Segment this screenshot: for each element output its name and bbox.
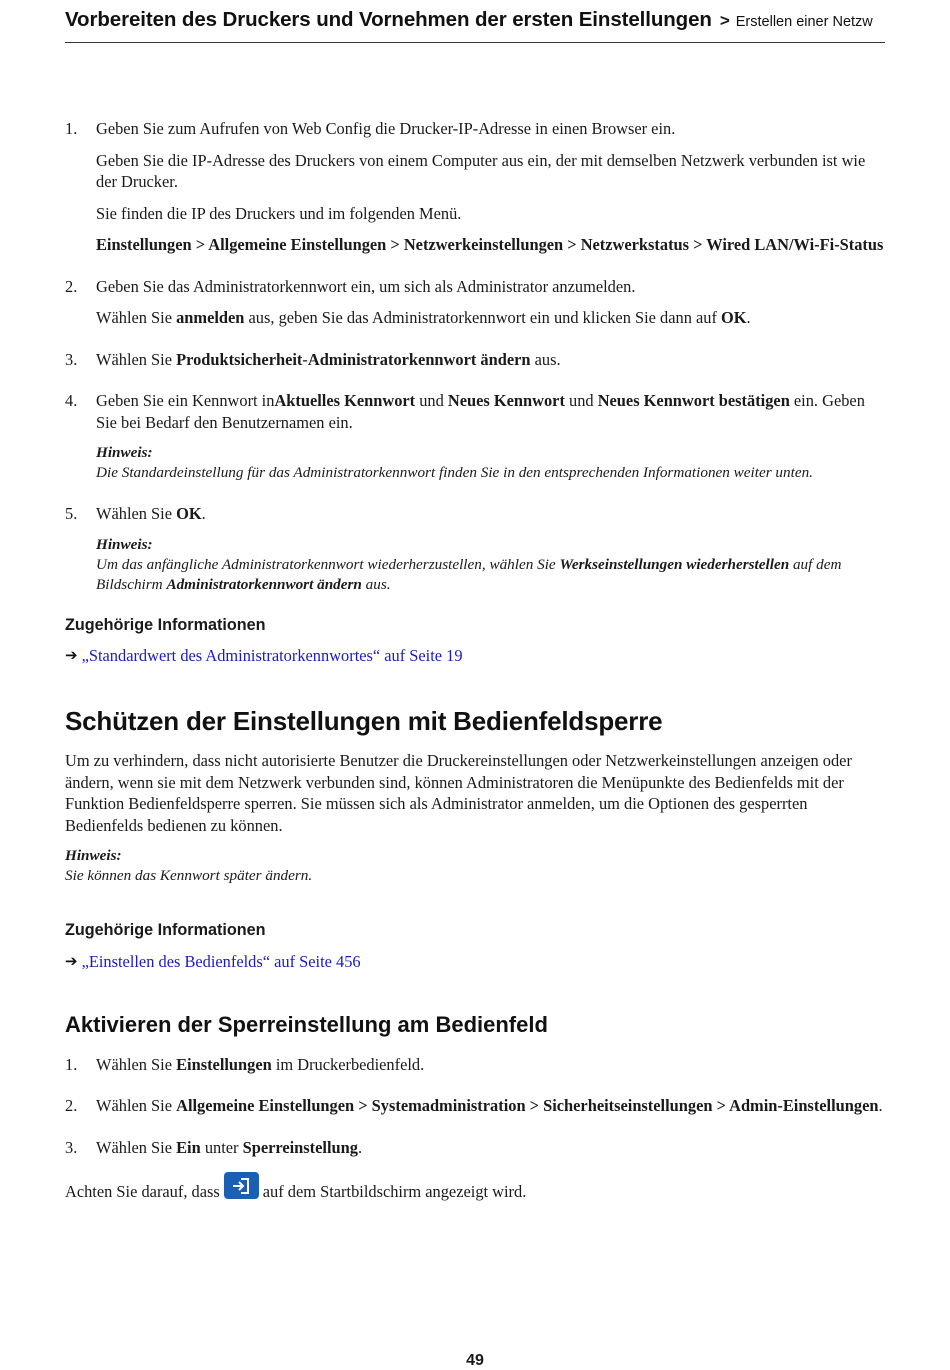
text-run: Wählen Sie bbox=[96, 1137, 177, 1157]
note bbox=[96, 535, 885, 595]
step-detail: Geben Sie die IP-Adresse des Druckers von einem Computer aus ein, der mit demselben Netzwerk verbunden ist wie der Drucker. bbox=[96, 150, 866, 191]
text-run: Wählen Sie bbox=[96, 308, 177, 327]
subsection-title: Aktivieren der Sperreinstellung am Bedienfeld bbox=[65, 1012, 548, 1037]
ui-term: Neues Kennwort bbox=[447, 391, 565, 410]
note-title: Hinweis: bbox=[96, 444, 153, 461]
step-number: 1. bbox=[65, 1054, 78, 1074]
header-subtitle: Erstellen einer Netzw bbox=[735, 14, 873, 30]
text-run: . bbox=[357, 1137, 363, 1157]
step-number: 2. bbox=[65, 1096, 78, 1115]
step-text bbox=[96, 1095, 885, 1117]
note-text bbox=[96, 555, 885, 595]
arrow-right-icon: ➔ bbox=[65, 951, 78, 970]
related-link-row bbox=[65, 645, 885, 667]
note-text: Sie können das Kennwort später ändern. bbox=[65, 867, 313, 884]
text-run: Wählen Sie bbox=[96, 1096, 177, 1115]
step-number: 5. bbox=[65, 504, 78, 523]
text-run: im Druckerbedienfeld. bbox=[271, 1054, 425, 1074]
ui-term: Einstellungen bbox=[176, 1054, 272, 1074]
step-number: 3. bbox=[65, 1137, 78, 1157]
related-info-heading: Zugehörige Informationen bbox=[65, 921, 266, 939]
text-run: Um das anfängliche Administratorkennwort wiederherzustellen, wählen Sie bbox=[96, 555, 560, 573]
text-run: aus, geben Sie das Administratorkennwort ein und klicken Sie dann auf bbox=[244, 308, 722, 327]
text-run: unter bbox=[200, 1137, 243, 1157]
step-text bbox=[96, 503, 885, 525]
text-run: und bbox=[415, 391, 448, 410]
text-run: aus. bbox=[530, 349, 561, 369]
section-title: Schützen der Einstellungen mit Bedienfeldsperre bbox=[65, 705, 663, 736]
ui-term: Allgemeine Einstellungen > Systemadministration > Sicherheitseinstellungen > Admin-Einstellungen bbox=[176, 1096, 879, 1115]
header-separator: > bbox=[719, 11, 730, 30]
section-body: Um zu verhindern, dass nicht autorisierte Benutzer die Druckereinstellungen oder Netzwerkeinstellungen anzeigen oder ändern, wenn sie mit dem Netzwerk verbunden sind, können Administratoren die Menüpunkte des Bedienfelds mit der Funktion Bedienfeldsperre sperren. Sie müssen sich als Administrator anmelden, um die Optionen des gesperrten Bedienfelds bedienen zu können. bbox=[65, 751, 852, 835]
ui-term: Ein bbox=[176, 1137, 201, 1157]
list-item bbox=[65, 390, 885, 483]
related-info-heading: Zugehörige Informationen bbox=[65, 615, 266, 634]
page-number: 49 bbox=[466, 1352, 484, 1369]
text-run: Wählen Sie bbox=[96, 504, 177, 523]
note bbox=[96, 443, 885, 483]
list-item bbox=[65, 1054, 885, 1076]
final-instruction bbox=[65, 1178, 885, 1205]
text-run: Achten Sie darauf, dass bbox=[65, 1181, 220, 1201]
step-number: 1. bbox=[65, 119, 78, 138]
text-run: auf dem Startbildschirm angezeigt wird. bbox=[262, 1181, 527, 1201]
ui-term: Administratorkennwort ändern bbox=[307, 349, 531, 369]
list-item bbox=[65, 1095, 885, 1117]
ui-term: OK bbox=[176, 504, 202, 523]
ui-term: Administratorkennwort ändern bbox=[166, 575, 362, 593]
ui-term: Werkseinstellungen wiederherstellen bbox=[559, 555, 790, 573]
list-item bbox=[65, 1137, 885, 1159]
step-text bbox=[96, 349, 885, 371]
text-run: . bbox=[878, 1096, 883, 1115]
text-run: Geben Sie ein Kennwort in bbox=[96, 391, 275, 410]
text-run: - bbox=[302, 349, 308, 369]
step-detail: Sie finden die IP des Druckers und im folgenden Menü. bbox=[96, 203, 462, 223]
related-link-control-panel[interactable]: „Einstellen des Bedienfelds“ auf Seite 456 bbox=[81, 951, 361, 971]
text-run: Wählen Sie bbox=[96, 1054, 177, 1074]
ui-term: OK bbox=[721, 308, 747, 327]
step-list-lock-setting bbox=[65, 1054, 885, 1159]
ui-term: Sperreinstellung bbox=[242, 1137, 358, 1157]
list-item bbox=[65, 349, 885, 371]
step-text bbox=[96, 1054, 885, 1076]
text-run: Wählen Sie bbox=[96, 349, 177, 369]
header-title: Vorbereiten des Druckers und Vornehmen der ersten Einstellungen bbox=[65, 8, 712, 31]
page-content bbox=[65, 118, 885, 1205]
text-run: aus. bbox=[361, 575, 391, 593]
list-item bbox=[65, 118, 885, 256]
admin-login-icon bbox=[224, 1172, 259, 1199]
step-number: 3. bbox=[65, 349, 78, 369]
list-item bbox=[65, 503, 885, 595]
ui-term: Produktsicherheit bbox=[176, 349, 303, 369]
text-run: ein. Geben Sie bei Bedarf den Benutzernamen ein. bbox=[96, 391, 865, 432]
step-list-web-config bbox=[65, 118, 885, 595]
step-detail bbox=[96, 307, 885, 329]
step-text bbox=[96, 390, 885, 433]
step-number: 4. bbox=[65, 391, 78, 410]
note bbox=[65, 846, 885, 886]
step-text: Geben Sie das Administratorkennwort ein, um sich als Administrator anzumelden. bbox=[96, 276, 636, 296]
text-run: . bbox=[201, 504, 206, 523]
ui-term: anmelden bbox=[176, 308, 245, 327]
menu-path-text: Einstellungen > Allgemeine Einstellungen > Netzwerkeinstellungen > Netzwerkstatus > Wired LAN/Wi-Fi-Status bbox=[96, 235, 884, 254]
ui-term: Aktuelles Kennwort bbox=[274, 391, 416, 410]
step-text bbox=[96, 1137, 885, 1159]
step-text: Geben Sie zum Aufrufen von Web Config die Drucker-IP-Adresse in einen Browser ein. bbox=[96, 119, 676, 138]
ui-term: Neues Kennwort bestätigen bbox=[597, 391, 790, 410]
note-title: Hinweis: bbox=[96, 535, 153, 553]
menu-path bbox=[96, 234, 885, 256]
arrow-right-icon: ➔ bbox=[65, 646, 78, 664]
note-text: Die Standardeinstellung für das Administratorkennwort finden Sie in den entsprechenden Informationen weiter unten. bbox=[96, 464, 813, 481]
step-number: 2. bbox=[65, 276, 78, 296]
text-run: auf dem Bildschirm bbox=[96, 555, 842, 593]
text-run: . bbox=[746, 308, 751, 327]
list-item bbox=[65, 276, 885, 329]
related-link-row bbox=[65, 951, 885, 973]
running-header bbox=[65, 8, 885, 43]
related-link-default-password[interactable]: „Standardwert des Administratorkennwortes“ auf Seite 19 bbox=[81, 646, 463, 665]
note-title: Hinweis: bbox=[65, 847, 122, 864]
text-run: und bbox=[564, 391, 598, 410]
